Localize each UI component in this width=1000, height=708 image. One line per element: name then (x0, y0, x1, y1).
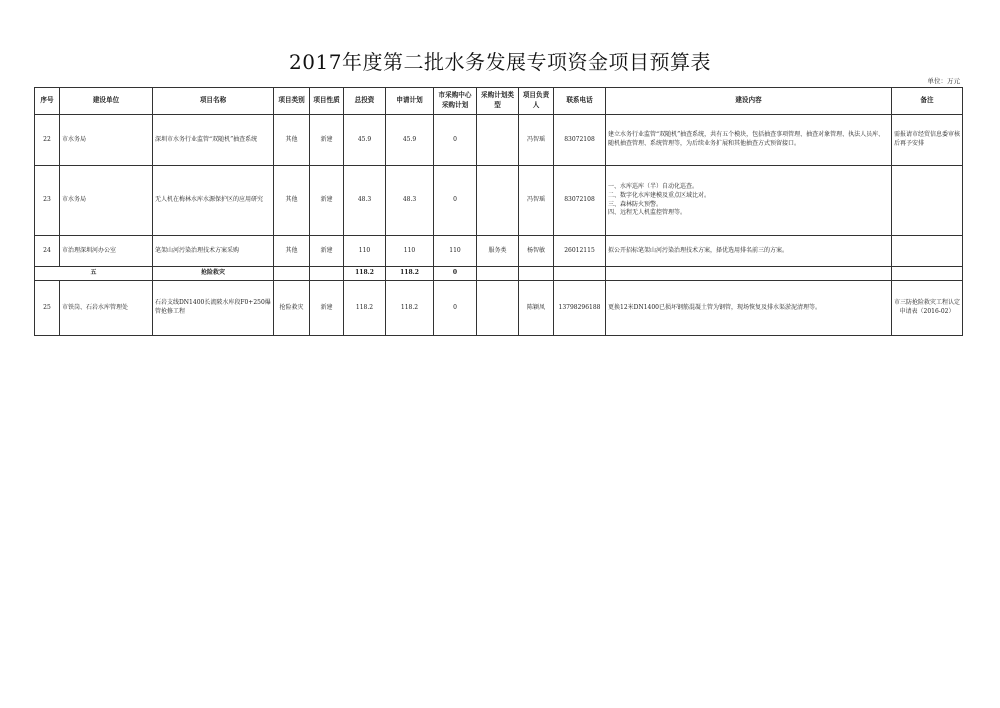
header-name: 项目名称 (153, 88, 274, 115)
cell-content (606, 166, 892, 236)
cell-ptype (477, 115, 519, 166)
cell-seq: 25 (35, 281, 60, 336)
content-line: 一、水库巡库（半）自动化巡查。 (608, 183, 699, 191)
cell-unit: 市铁岗、石岩水库管理处 (60, 281, 153, 336)
content-line: 三、森林防火预警。 (608, 200, 663, 208)
subtotal-row (35, 267, 963, 281)
cell-apply: 45.9 (386, 115, 434, 166)
cell-purchase: 0 (434, 115, 477, 166)
cell-name: 笔架山河污染治理技术方案采购 (153, 236, 274, 267)
empty-cell (519, 267, 554, 281)
cell-ptype (477, 166, 519, 236)
cell-total: 118.2 (344, 281, 386, 336)
header-purchase: 市采购中心采购计划 (434, 88, 477, 115)
cell-name: 石岩支线DN1400长流陂水库段F0+250爆管抢修工程 (153, 281, 274, 336)
cell-unit: 市水务局 (60, 115, 153, 166)
cell-content: 拟公开招标笔架山河污染治理技术方案，择优选用排名前三的方案。 (606, 236, 892, 267)
cell-apply: 118.2 (386, 281, 434, 336)
budget-table (34, 87, 963, 336)
table-row (35, 236, 963, 267)
subtotal-total: 118.2 (344, 267, 386, 281)
cell-name: 无人机在梅林水库水源保护区的应用研究 (153, 166, 274, 236)
cell-total: 48.3 (344, 166, 386, 236)
cell-category: 抢险救灾 (274, 281, 310, 336)
table-row (35, 281, 963, 336)
cell-seq: 22 (35, 115, 60, 166)
cell-nature: 新建 (310, 115, 344, 166)
cell-purchase: 0 (434, 281, 477, 336)
cell-apply: 48.3 (386, 166, 434, 236)
cell-phone: 26012115 (554, 236, 606, 267)
cell-owner: 陈颖凤 (519, 281, 554, 336)
header-note: 备注 (892, 88, 963, 115)
subtotal-apply: 118.2 (386, 267, 434, 281)
unit-label: 单位：万元 (927, 77, 960, 85)
subtotal-seq: 五 (35, 267, 153, 281)
cell-total: 110 (344, 236, 386, 267)
cell-content: 建立水务行业监管“双随机”抽查系统，共有五个模块，包括抽查事项管理、抽查对象管理、执法人员库、随机抽查管理、系统管理等，为后续业务扩展和其他抽查方式预留接口。 (606, 115, 892, 166)
cell-unit: 市治理深圳河办公室 (60, 236, 153, 267)
cell-owner: 杨智敏 (519, 236, 554, 267)
subtotal-label: 抢险救灾 (153, 267, 274, 281)
cell-owner: 冯智瑶 (519, 166, 554, 236)
cell-ptype (477, 281, 519, 336)
cell-note: 市三防抢险救灾工程认定申请表（2016-02） (892, 281, 963, 336)
header-phone: 联系电话 (554, 88, 606, 115)
cell-note (892, 166, 963, 236)
cell-note: 需报请市经贸信息委审核后再予安排 (892, 115, 963, 166)
empty-cell (554, 267, 606, 281)
cell-category: 其他 (274, 115, 310, 166)
empty-cell (274, 267, 310, 281)
cell-category: 其他 (274, 166, 310, 236)
table-row (35, 166, 963, 236)
empty-cell (477, 267, 519, 281)
header-owner: 项目负责人 (519, 88, 554, 115)
header-seq: 序号 (35, 88, 60, 115)
header-total: 总投资 (344, 88, 386, 115)
cell-nature: 新建 (310, 281, 344, 336)
header-ptype: 采购计划类型 (477, 88, 519, 115)
cell-nature: 新建 (310, 236, 344, 267)
cell-apply: 110 (386, 236, 434, 267)
content-line: 二、数字化水库建模及重点区域比对。 (608, 191, 711, 199)
header-nature: 项目性质 (310, 88, 344, 115)
cell-owner: 冯智瑶 (519, 115, 554, 166)
cell-phone: 13798296188 (554, 281, 606, 336)
page-title: 2017年度第二批水务发展专项资金项目预算表 (289, 50, 711, 74)
cell-nature: 新建 (310, 166, 344, 236)
cell-total: 45.9 (344, 115, 386, 166)
cell-purchase: 0 (434, 166, 477, 236)
cell-note (892, 236, 963, 267)
empty-cell (606, 267, 892, 281)
header-row (35, 88, 963, 115)
table-row (35, 115, 963, 166)
cell-seq: 24 (35, 236, 60, 267)
cell-ptype: 服务类 (477, 236, 519, 267)
cell-unit: 市水务局 (60, 166, 153, 236)
cell-content: 更换12米DN1400已损坏钢筋混凝土管为钢管，现场恢复及排水渠淤泥清理等。 (606, 281, 892, 336)
cell-seq: 23 (35, 166, 60, 236)
header-unit: 建设单位 (60, 88, 153, 115)
header-content: 建设内容 (606, 88, 892, 115)
cell-purchase: 110 (434, 236, 477, 267)
empty-cell (310, 267, 344, 281)
cell-phone: 83072108 (554, 115, 606, 166)
header-apply: 申请计划 (386, 88, 434, 115)
empty-cell (892, 267, 963, 281)
cell-category: 其他 (274, 236, 310, 267)
content-line: 四、远程无人机监控管理等。 (608, 209, 687, 217)
cell-phone: 83072108 (554, 166, 606, 236)
subtotal-purchase: 0 (434, 267, 477, 281)
header-category: 项目类别 (274, 88, 310, 115)
cell-name: 深圳市水务行业监管“双随机”抽查系统 (153, 115, 274, 166)
